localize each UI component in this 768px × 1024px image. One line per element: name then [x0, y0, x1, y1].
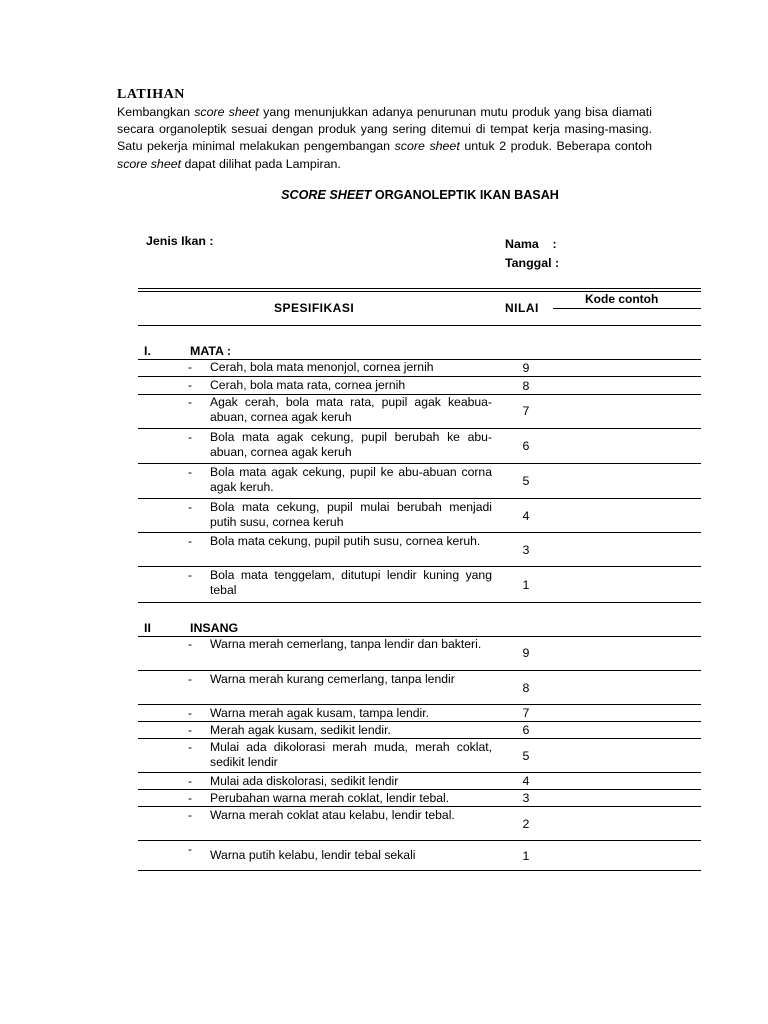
bullet-dash: -: [188, 723, 192, 737]
table-row: [138, 705, 701, 722]
specification-text: Warna putih kelabu, lendir tebal sekali: [210, 848, 416, 862]
bullet-dash: -: [188, 568, 192, 582]
table-row: [138, 533, 701, 567]
specification-text: Warna merah coklat atau kelabu, lendir tebal.: [210, 808, 455, 822]
specification-text: Perubahan warna merah coklat, lendir tebal.: [210, 791, 450, 805]
table-row: [138, 807, 701, 841]
bullet-dash: -: [188, 791, 192, 805]
column-header-nilai: NILAI: [505, 301, 539, 315]
bullet-dash: -: [188, 740, 192, 754]
bullet-dash: -: [188, 774, 192, 788]
jenis-ikan-label: Jenis Ikan :: [146, 234, 214, 248]
bullet-dash: -: [188, 395, 192, 409]
table-row: [138, 394, 701, 429]
table-row: [138, 499, 701, 533]
nilai-value: 1: [522, 848, 530, 863]
nilai-value: 9: [522, 360, 530, 375]
specification-text: Bola mata cekung, pupil putih susu, cornea keruh.: [210, 534, 481, 548]
bullet-dash: -: [188, 706, 192, 720]
nilai-value: 7: [522, 706, 530, 720]
table-row: [138, 377, 701, 395]
score-sheet-title: SCORE SHEET ORGANOLEPTIK IKAN BASAH: [281, 188, 559, 202]
nilai-value: 8: [522, 680, 530, 695]
bullet-dash: -: [188, 637, 192, 651]
specification-text: Bola mata cekung, pupil mulai berubah menjadi putih susu, cornea keruh: [210, 500, 492, 529]
specification-text: Cerah, bola mata rata, cornea jernih: [210, 378, 406, 392]
specification-text: Warna merah agak kusam, tampa lendir.: [210, 706, 430, 720]
bullet-dash: -: [188, 842, 192, 856]
table-row: [138, 773, 701, 790]
bullet-dash: -: [188, 534, 192, 548]
bullet-dash: -: [188, 430, 192, 444]
table-row: [138, 429, 701, 464]
table-row: [138, 739, 701, 773]
bullet-dash: -: [188, 672, 192, 686]
bullet-dash: -: [188, 500, 192, 514]
nama-label: Nama :: [505, 237, 557, 251]
nilai-value: 9: [522, 646, 530, 660]
specification-text: Agak cerah, bola mata rata, pupil agak keabua-abuan, cornea agak keruh: [210, 395, 492, 424]
table-row: [138, 464, 701, 499]
column-header-spesifikasi: SPESIFIKASI: [274, 301, 355, 315]
specification-text: Mulai ada diskolorasi, sedikit lendir: [210, 774, 399, 788]
specification-text: Warna merah kurang cemerlang, tanpa lendir: [210, 672, 455, 686]
kode-contoh-underline: [553, 308, 701, 309]
page-title: LATIHAN: [117, 87, 185, 102]
nilai-value: 6: [522, 723, 530, 737]
table-top-rule: [138, 288, 701, 289]
section-number: II: [144, 621, 151, 635]
specification-text: Bola mata tenggelam, ditutupi lendir kuning yang tebal: [210, 568, 492, 597]
tanggal-label: Tanggal :: [505, 256, 560, 270]
nilai-value: 6: [522, 439, 530, 453]
table-row: [138, 671, 701, 705]
specification-text: Bola mata agak cekung, pupil berubah ke abu-abuan, cornea agak keruh: [210, 430, 492, 459]
nilai-value: 5: [522, 748, 530, 763]
table-row: [138, 359, 701, 377]
nilai-value: 7: [522, 404, 530, 418]
section-title: INSANG: [190, 621, 239, 635]
specification-text: Cerah, bola mata menonjol, cornea jernih: [210, 360, 434, 374]
bullet-dash: -: [188, 378, 192, 392]
section-number: I.: [144, 344, 151, 358]
table-row: [138, 790, 701, 807]
nilai-value: 3: [522, 542, 530, 557]
bullet-dash: -: [188, 465, 192, 479]
bullet-dash: -: [188, 808, 192, 822]
specification-text: Warna merah cemerlang, tanpa lendir dan bakteri.: [210, 637, 482, 651]
specification-text: Merah agak kusam, sedikit lendir.: [210, 723, 391, 737]
specification-text: Bola mata agak cekung, pupil ke abu-abuan corna agak keruh.: [210, 465, 492, 494]
bullet-dash: -: [188, 360, 192, 374]
column-header-kode-contoh: Kode contoh: [585, 292, 659, 306]
nilai-value: 1: [522, 577, 530, 592]
nilai-value: 3: [522, 791, 530, 805]
nilai-value: 4: [522, 774, 530, 788]
table-row: [138, 567, 701, 603]
table-row: [138, 722, 701, 739]
nilai-value: 8: [522, 378, 530, 393]
nilai-value: 4: [522, 508, 530, 523]
section-title: MATA :: [190, 344, 232, 358]
header-bottom-rule: [138, 325, 701, 326]
nilai-value: 2: [522, 816, 530, 831]
table-row: [138, 841, 701, 871]
specification-text: Mulai ada dikolorasi merah muda, merah coklat, sedikit lendir: [210, 740, 492, 769]
table-row: [138, 636, 701, 671]
nilai-value: 5: [522, 474, 530, 488]
intro-paragraph: Kembangkan score sheet yang menunjukkan adanya penurunan mutu produk yang bisa diamati secara organoleptik sesuai dengan produk yang sering ditemui di tempat kerja masing-masing. Satu pekerja minimal melakukan pengembangan score sheet untuk 2 produk. Beberapa contoh score sheet dapat dilihat pada Lampiran.: [117, 105, 653, 171]
